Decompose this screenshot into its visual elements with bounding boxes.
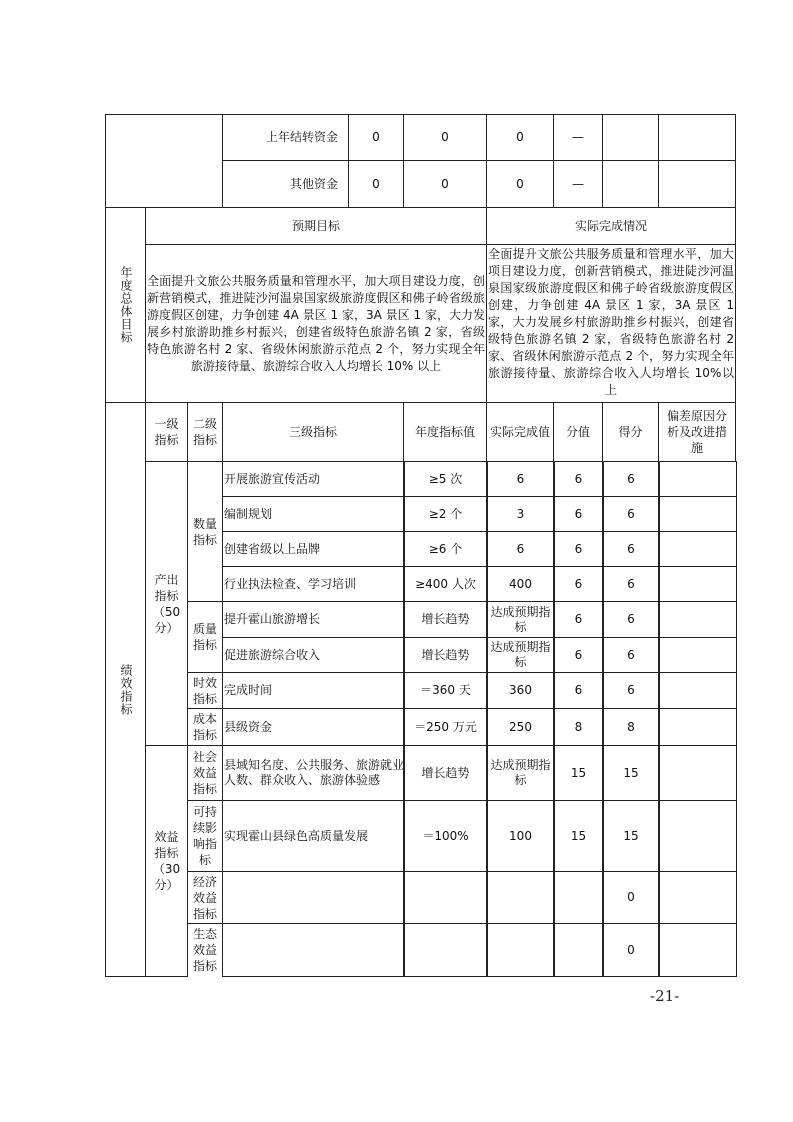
indicator-name: 编制规划 — [222, 496, 405, 532]
funds-value: — — [553, 160, 603, 208]
indicator-target: 增长趋势 — [403, 601, 488, 638]
indicator-actual: 360 — [486, 672, 555, 709]
indicator-analysis — [658, 566, 737, 602]
indicator-actual: 3 — [486, 496, 555, 532]
indicator-name: 县级资金 — [222, 708, 405, 746]
indicator-target: ≥2 个 — [403, 496, 488, 532]
subgroup-quantity: 数量指标 — [187, 461, 223, 602]
indicator-got: 15 — [602, 745, 660, 801]
indicator-name: 提升霍山旅游增长 — [222, 601, 405, 638]
expected-goal-text: 全面提升文旅公共服务质量和管理水平，加大项目建设力度，创新营销模式，推进陡沙河温泉国家级旅游度假区和佛子岭省级旅游度假区创建，力争创建 4A 景区 1 家，3A 景区 1 家，大力发展乡村旅游助推乡村振兴，创建省级特色旅游名镇 2 家，省级特色旅游名村 2 家、省级休闲旅游示范点 2 个，努力实现全年旅游接待量、旅游综合收入人均增长 10% 以上 — [145, 244, 487, 403]
indicator-actual: 达成预期指标 — [486, 745, 555, 801]
indicator-actual: 250 — [486, 708, 555, 746]
actual-status-header: 实际完成情况 — [486, 207, 736, 245]
indicator-got: 6 — [602, 496, 660, 532]
indicator-target: 增长趋势 — [403, 637, 488, 673]
header-level3: 三级指标 — [222, 402, 404, 462]
indicator-target: ＝360 天 — [403, 672, 488, 709]
indicator-target: ≥400 人次 — [403, 566, 488, 602]
funds-value: 0 — [348, 160, 404, 208]
indicator-analysis — [658, 923, 737, 977]
indicator-got: 6 — [602, 531, 660, 567]
indicator-analysis — [658, 637, 737, 673]
funds-label: 其他资金 — [222, 160, 349, 208]
page-number: -21- — [650, 987, 680, 1005]
header-actual: 实际完成值 — [486, 402, 554, 462]
indicator-name: 完成时间 — [222, 672, 405, 709]
indicator-actual: 100 — [486, 800, 555, 872]
indicator-target: ≥5 次 — [403, 461, 488, 497]
indicator-got: 15 — [602, 800, 660, 872]
funds-label: 上年结转资金 — [222, 114, 349, 161]
indicator-got: 6 — [602, 601, 660, 638]
subgroup-ecological: 生态效益指标 — [187, 923, 223, 977]
indicator-analysis — [658, 461, 737, 497]
indicator-analysis — [658, 708, 737, 746]
indicator-score: 6 — [553, 601, 604, 638]
indicator-got: 0 — [602, 923, 660, 977]
subgroup-social: 社会效益指标 — [187, 745, 223, 801]
indicator-score: 15 — [553, 745, 604, 801]
header-level1: 一级指标 — [145, 402, 188, 462]
indicator-name — [222, 923, 405, 977]
indicator-target — [403, 923, 488, 977]
indicator-name: 县域知名度、公共服务、旅游就业人数、群众收入、旅游体验感 — [222, 745, 405, 801]
subgroup-sustainable: 可持续影响指标 — [187, 800, 223, 872]
indicator-analysis — [658, 800, 737, 872]
indicator-analysis — [658, 496, 737, 532]
expected-goal-header: 预期目标 — [145, 207, 487, 245]
funds-value — [602, 114, 659, 161]
indicator-target: ＝100% — [403, 800, 488, 872]
indicator-got: 6 — [602, 672, 660, 709]
indicator-actual: 400 — [486, 566, 555, 602]
indicator-actual: 6 — [486, 461, 555, 497]
indicator-target: 增长趋势 — [403, 745, 488, 801]
indicator-score: 6 — [553, 531, 604, 567]
indicator-score: 6 — [553, 637, 604, 673]
performance-label: 绩效指标 — [105, 402, 146, 977]
funds-blank-cell — [105, 114, 223, 208]
indicator-got: 6 — [602, 566, 660, 602]
indicator-analysis — [658, 672, 737, 709]
header-score: 分值 — [553, 402, 603, 462]
funds-value: 0 — [403, 114, 487, 161]
indicator-got: 8 — [602, 708, 660, 746]
indicator-score — [553, 871, 604, 924]
subgroup-economic: 经济效益指标 — [187, 871, 223, 924]
indicator-name — [222, 871, 405, 924]
subgroup-quality: 质量指标 — [187, 601, 223, 673]
indicator-analysis — [658, 871, 737, 924]
funds-value: 0 — [403, 160, 487, 208]
funds-value: 0 — [486, 114, 554, 161]
indicator-analysis — [658, 745, 737, 801]
indicator-score: 6 — [553, 461, 604, 497]
subgroup-timeliness: 时效指标 — [187, 672, 223, 709]
subgroup-cost: 成本指标 — [187, 708, 223, 746]
annual-goal-label: 年度总体目标 — [105, 207, 146, 403]
indicator-analysis — [658, 601, 737, 638]
funds-value: 0 — [348, 114, 404, 161]
header-level2: 二级指标 — [187, 402, 223, 462]
indicator-actual: 达成预期指标 — [486, 637, 555, 673]
funds-value — [658, 114, 736, 161]
indicator-analysis — [658, 531, 737, 567]
indicator-got: 6 — [602, 461, 660, 497]
indicator-score: 6 — [553, 672, 604, 709]
indicator-got: 0 — [602, 871, 660, 924]
indicator-score — [553, 923, 604, 977]
indicator-target: ≥6 个 — [403, 531, 488, 567]
actual-status-text: 全面提升文旅公共服务质量和管理水平，加大项目建设力度，创新营销模式，推进陡沙河温泉国家级旅游度假区和佛子岭省级旅游度假区创建，力争创建 4A 景区 1 家，3A 景区 1 家，大力发展乡村旅游助推乡村振兴，创建省级特色旅游名镇 2 家，省级特色旅游名村 2 家、省级休闲旅游示范点 2 个，努力实现全年旅游接待量、旅游综合收入人均增长 10%以上 — [486, 244, 736, 403]
indicator-actual — [486, 923, 555, 977]
indicator-actual — [486, 871, 555, 924]
header-target: 年度指标值 — [403, 402, 487, 462]
group-output: 产出指标（50分） — [145, 461, 188, 746]
indicator-name: 实现霍山县绿色高质量发展 — [222, 800, 405, 872]
indicator-name: 行业执法检查、学习培训 — [222, 566, 405, 602]
indicator-score: 8 — [553, 708, 604, 746]
indicator-actual: 6 — [486, 531, 555, 567]
indicator-name: 创建省级以上品牌 — [222, 531, 405, 567]
header-got: 得分 — [602, 402, 659, 462]
indicator-actual: 达成预期指标 — [486, 601, 555, 638]
indicator-target — [403, 871, 488, 924]
indicator-target: ＝250 万元 — [403, 708, 488, 746]
funds-value — [658, 160, 736, 208]
indicator-got: 6 — [602, 637, 660, 673]
indicator-score: 6 — [553, 496, 604, 532]
group-benefit: 效益指标（30分） — [145, 745, 188, 977]
indicator-score: 6 — [553, 566, 604, 602]
indicator-name: 开展旅游宣传活动 — [222, 461, 405, 497]
funds-value: — — [553, 114, 603, 161]
indicator-score: 15 — [553, 800, 604, 872]
header-analysis: 偏差原因分析及改进措施 — [658, 402, 736, 462]
funds-value — [602, 160, 659, 208]
funds-value: 0 — [486, 160, 554, 208]
indicator-name: 促进旅游综合收入 — [222, 637, 405, 673]
